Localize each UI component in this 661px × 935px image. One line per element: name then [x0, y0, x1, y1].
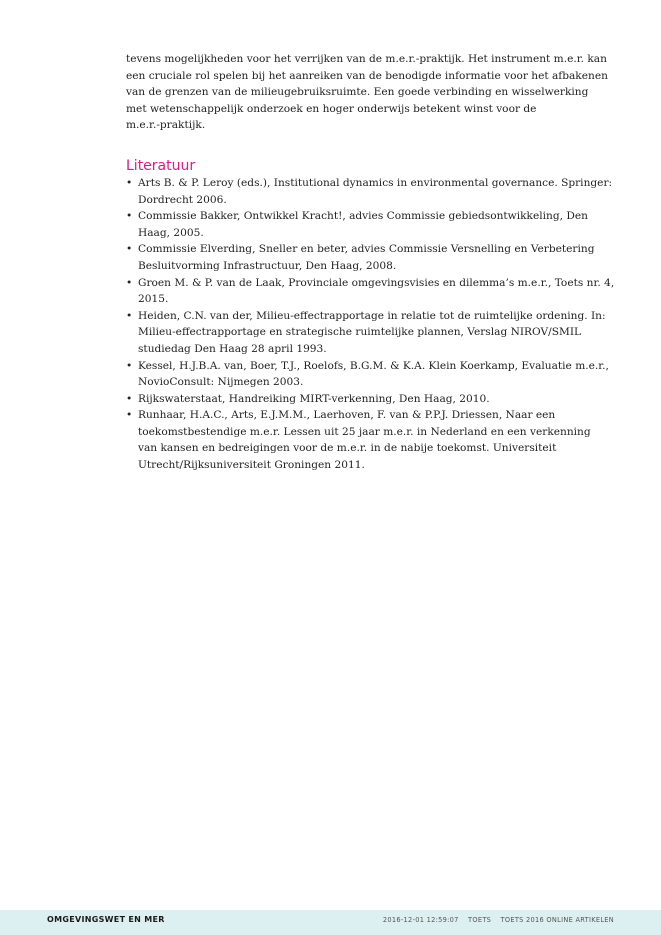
reference-text: Arts B. & P. Leroy (eds.), Institutional dynamics in environmental governance. Springer: Dordrecht 2006. [138, 176, 613, 206]
bullet-icon: • [126, 243, 133, 256]
article-body [126, 51, 618, 474]
reference-item [126, 208, 618, 241]
reference-text: Kessel, H.J.B.A. van, Boer, T.J., Roelofs, B.G.M. & K.A. Klein Koerkamp, Evaluatie m.e.r., NovioConsult: Nijmegen 2003. [138, 359, 609, 389]
footer-timestamp: 2016-12-01 12:59:07 [382, 916, 459, 924]
footer-meta [383, 916, 614, 924]
bullet-icon: • [126, 409, 133, 422]
reference-item [126, 391, 618, 408]
reference-text: Commissie Elverding, Sneller en beter, advies Commissie Versnelling en Verbetering Besluitvorming Infrastructuur, Den Haag, 2008. [138, 243, 595, 272]
footer-label-short: TOETS [468, 916, 492, 924]
reference-item [126, 275, 618, 308]
reference-text: Commissie Bakker, Ontwikkel Kracht!, advies Commissie gebiedsontwikkeling, Den Haag, 2005. [138, 210, 588, 239]
reference-item [126, 175, 618, 208]
bullet-icon: • [126, 176, 133, 189]
reference-text: Runhaar, H.A.C., Arts, E.J.M.M., Laerhoven, F. van & P.P.J. Driessen, Naar een toekomstbestendige m.e.r. Lessen uit 25 jaar m.e.r. in Nederland en een verkenning van kansen en bedreigingen voor de m.e.r. in de nabije toekomst. Universiteit Utrecht/Rijksuniversiteit Groningen 2011. [138, 409, 591, 472]
reference-list [126, 175, 618, 474]
intro-paragraph: tevens mogelijkheden voor het verrijken van de m.e.r.-praktijk. Het instrument m.e.r. kan een cruciale rol spelen bij het aanreiken van de benodigde informatie voor het afbakenen van de grenzen van de milieugebruiksruimte. Een goede verbinding en wisselwerking met wetenschappelijk onderzoek en hoger onderwijs betekent winst voor de m.e.r.-praktijk. [126, 53, 608, 132]
footer-label-long: TOETS 2016 ONLINE ARTIKELEN [500, 916, 614, 924]
reference-text: Groen M. & P. van de Laak, Provinciale omgevingsvisies en dilemma’s m.e.r., Toets nr. 4, 2015. [138, 276, 615, 306]
reference-item [126, 407, 618, 473]
reference-text: Heiden, C.N. van der, Milieu-effectrapportage in relatie tot de ruimtelijke ordening. In: Milieu-effectrapportage en strategische ruimtelijke plannen, Verslag NIROV/SMIL studiedag Den Haag 28 april 1993. [138, 309, 606, 355]
bullet-icon: • [126, 210, 133, 223]
reference-item [126, 358, 618, 391]
bullet-icon: • [126, 276, 133, 289]
bullet-icon: • [126, 359, 133, 372]
literature-heading: Literatuur [126, 157, 196, 174]
page-footer [0, 910, 661, 935]
reference-item [126, 308, 618, 358]
footer-section-title: OMGEVINGSWET EN MER [47, 915, 165, 924]
bullet-icon: • [126, 309, 133, 322]
reference-item [126, 241, 618, 274]
reference-text: Rijkswaterstaat, Handreiking MIRT-verkenning, Den Haag, 2010. [138, 392, 490, 405]
bullet-icon: • [126, 392, 133, 405]
